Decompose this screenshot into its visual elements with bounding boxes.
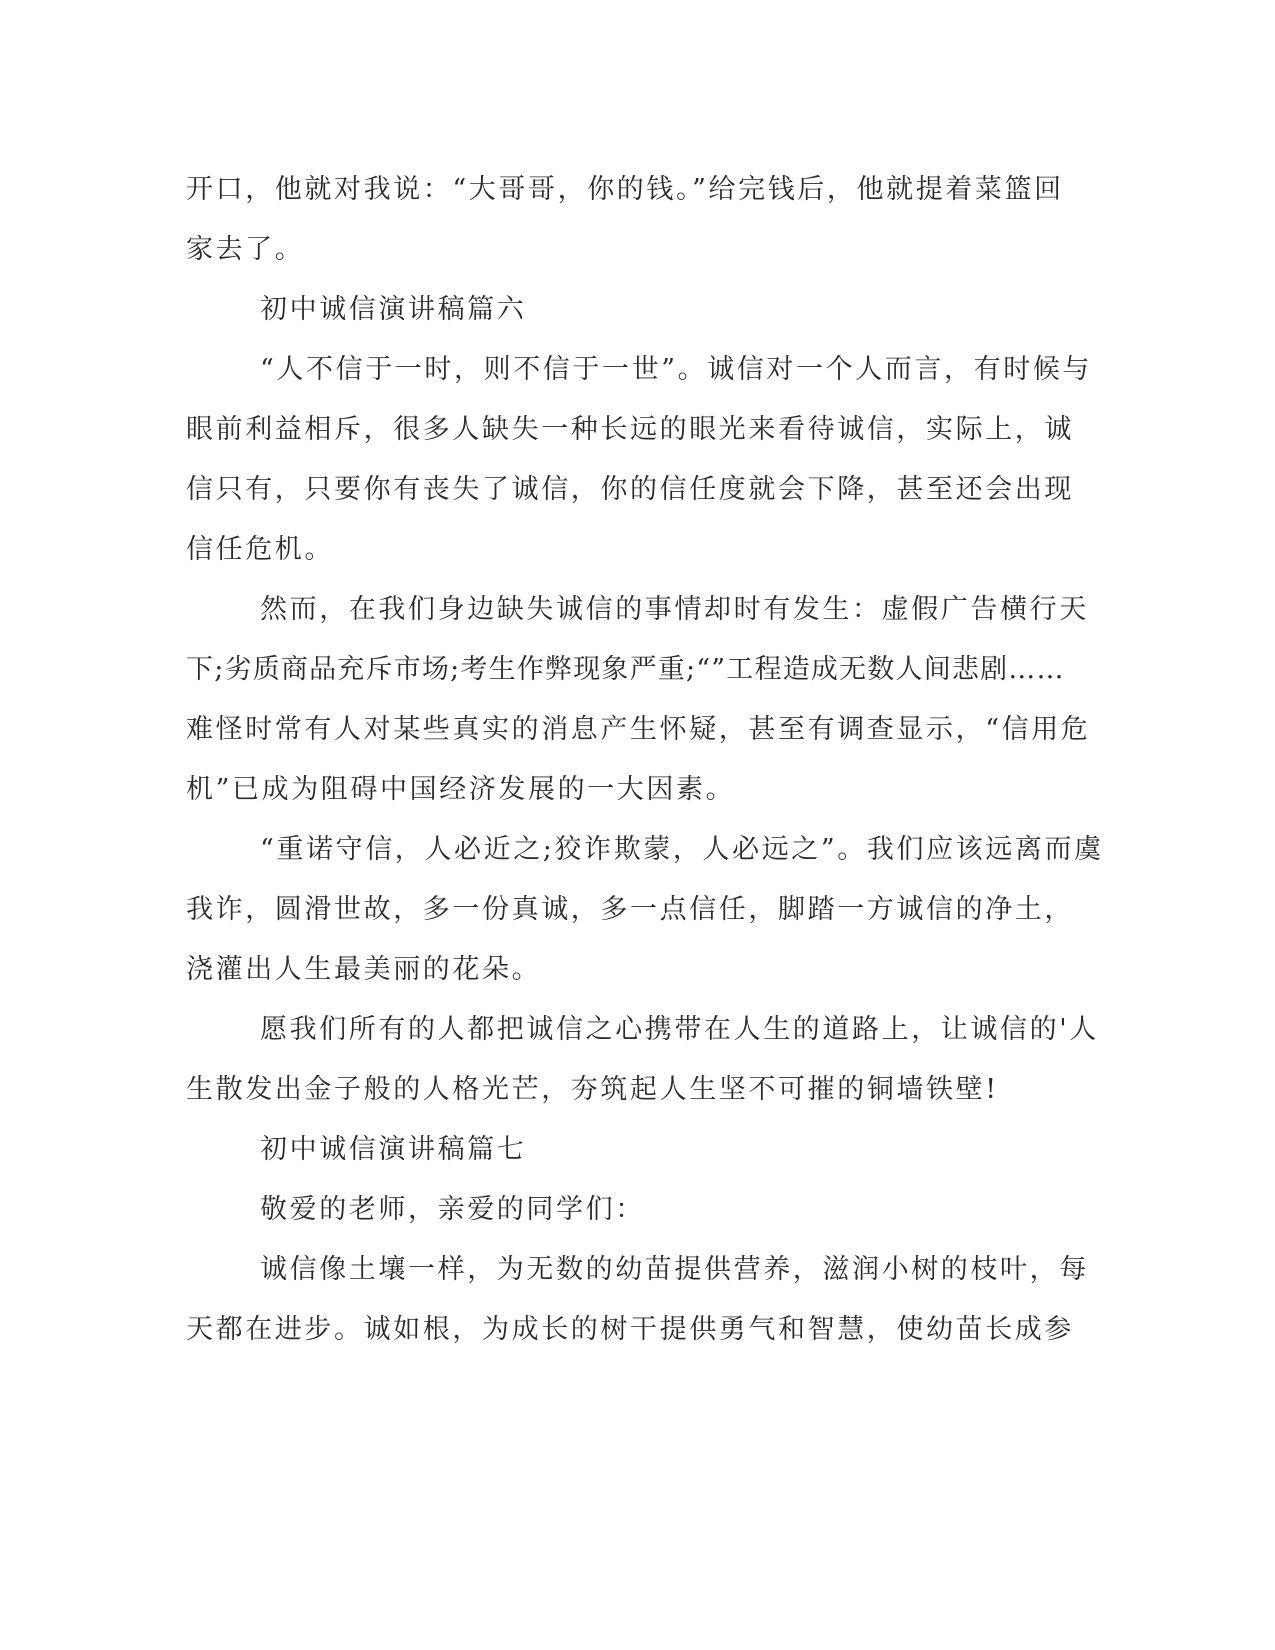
text-line: 下;劣质商品充斥市场;考生作弊现象严重;“”工程造成无数人间悲剧……: [186, 654, 1065, 685]
text-line: 诚信像土壤一样，为无数的幼苗提供营养，滋润小树的枝叶，每: [260, 1254, 1089, 1285]
text-line: 机”已成为阻碍中国经济发展的一大因素。: [186, 774, 736, 805]
text-line: 信任危机。: [186, 534, 334, 565]
document-body: [186, 160, 1104, 1360]
text-line: 浇灌出人生最美丽的花朵。: [186, 954, 542, 985]
text-line: 难怪时常有人对某些真实的消息产生怀疑，甚至有调查显示，“信用危: [186, 714, 1091, 745]
text-line: 愿我们所有的人都把诚信之心携带在人生的道路上，让诚信的'人: [260, 1014, 1099, 1045]
text-line: 眼前利益相斥，很多人缺失一种长远的眼光来看待诚信，实际上，诚: [186, 414, 1074, 445]
text-line: 信只有，只要你有丧失了诚信，你的信任度就会下降，甚至还会出现: [186, 474, 1074, 505]
text-line: 家去了。: [186, 234, 305, 265]
text-line: 然而，在我们身边缺失诚信的事情却时有发生：虚假广告横行天: [260, 594, 1089, 625]
salutation: 敬爱的老师，亲爱的同学们：: [260, 1194, 645, 1225]
text-line: 天都在进步。诚如根，为成长的树干提供勇气和智慧，使幼苗长成参: [186, 1314, 1074, 1345]
text-line: 我诈，圆滑世故，多一份真诚，多一点信任，脚踏一方诚信的净土，: [186, 894, 1074, 925]
section-heading-6: 初中诚信演讲稿篇六: [260, 294, 527, 325]
text-line: 生散发出金子般的人格光芒，夯筑起人生坚不可摧的铜墙铁壁!: [186, 1074, 999, 1105]
text-line: “重诺守信，人必近之;狡诈欺蒙，人必远之”。我们应该远离而虞: [260, 834, 1104, 865]
text-line: “人不信于一时，则不信于一世”。诚信对一个人而言，有时候与: [260, 354, 1093, 385]
text-line: 开口，他就对我说：“大哥哥，你的钱。”给完钱后，他就提着菜篮回: [186, 174, 1064, 205]
section-heading-7: 初中诚信演讲稿篇七: [260, 1134, 527, 1165]
